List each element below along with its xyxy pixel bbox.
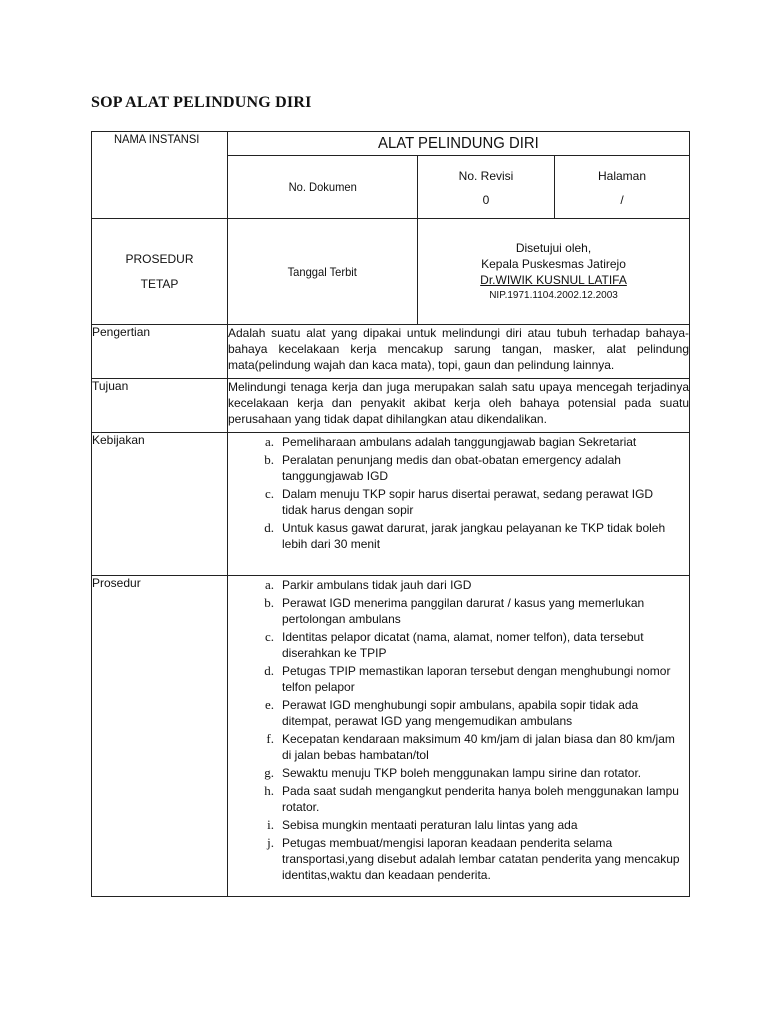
list-marker: d. bbox=[264, 663, 274, 678]
list-marker: c. bbox=[264, 486, 274, 501]
list-item-text: Peralatan penunjang medis dan obat-obatan emergency adalah tanggungjawab IGD bbox=[282, 453, 621, 483]
halaman-cell bbox=[555, 156, 690, 219]
no-dokumen-cell bbox=[228, 156, 418, 219]
prosedur-content bbox=[228, 576, 690, 897]
main-title-cell bbox=[228, 132, 690, 156]
kebijakan-item bbox=[228, 434, 681, 450]
pengertian-label: Pengertian bbox=[92, 325, 151, 339]
list-item-text: Pemeliharaan ambulans adalah tanggungjawab bagian Sekretariat bbox=[282, 435, 637, 449]
no-dokumen-label: No. Dokumen bbox=[288, 180, 357, 194]
list-marker: f. bbox=[266, 731, 274, 746]
prosedur-tetap-cell bbox=[92, 219, 228, 325]
list-item-text: Untuk kasus gawat darurat, jarak jangkau pelayanan ke TKP tidak boleh lebih dari 30 menit bbox=[282, 521, 666, 551]
list-marker: e. bbox=[264, 697, 274, 712]
list-marker: c. bbox=[264, 629, 274, 644]
kebijakan-label-cell bbox=[92, 433, 228, 576]
list-marker: i. bbox=[267, 817, 274, 832]
prosedur-tetap-line-1: PROSEDUR bbox=[125, 251, 194, 266]
kebijakan-list bbox=[228, 434, 689, 552]
list-marker: b. bbox=[264, 452, 274, 467]
approval-cell bbox=[418, 219, 690, 325]
list-item-text: Sebisa mungkin mentaati peraturan lalu lintas yang ada bbox=[282, 818, 578, 832]
list-marker: b. bbox=[264, 595, 274, 610]
disetujui-label: Disetujui oleh, bbox=[515, 240, 592, 255]
pengertian-label-cell bbox=[92, 325, 228, 379]
list-item-text: Parkir ambulans tidak jauh dari IGD bbox=[282, 578, 472, 592]
kebijakan-item bbox=[228, 486, 681, 518]
tujuan-label-cell bbox=[92, 379, 228, 433]
prosedur-item bbox=[228, 731, 681, 763]
list-item-text: Identitas pelapor dicatat (nama, alamat, nomer telfon), data tersebut diserahkan ke TPIP bbox=[282, 630, 644, 660]
prosedur-list bbox=[228, 577, 689, 883]
prosedur-item bbox=[228, 765, 681, 781]
prosedur-label: Prosedur bbox=[92, 576, 141, 590]
kebijakan-item bbox=[228, 452, 681, 484]
nip-number: NIP.1971.1104.2002.12.2003 bbox=[489, 289, 618, 301]
tanggal-terbit-cell bbox=[228, 219, 418, 325]
sop-table bbox=[91, 131, 690, 897]
prosedur-item bbox=[228, 835, 681, 883]
no-revisi-value: 0 bbox=[482, 193, 490, 207]
prosedur-item bbox=[228, 697, 681, 729]
list-item-text: Sewaktu menuju TKP boleh menggunakan lampu sirine dan rotator. bbox=[282, 766, 642, 780]
main-title: ALAT PELINDUNG DIRI bbox=[378, 134, 539, 152]
list-item-text: Petugas membuat/mengisi laporan keadaan penderita selama transportasi,yang disebut adalah lembar catatan penderita yang mencakup identitas,waktu dan keadaan penderita. bbox=[282, 836, 680, 882]
tujuan-label: Tujuan bbox=[92, 379, 129, 393]
no-revisi-cell bbox=[418, 156, 555, 219]
no-revisi-label: No. Revisi bbox=[458, 169, 514, 183]
prosedur-item bbox=[228, 577, 681, 593]
pengertian-text: Adalah suatu alat yang dipakai untuk melindungi diri atau tubuh terhadap bahaya-bahaya kecelakaan kerja mencakup sarung tangan, masker, alat pelindung mata(pelindung wajah dan kaca mata), topi, gaun dan pelindung lainnya. bbox=[228, 325, 690, 379]
list-item-text: Kecepatan kendaraan maksimum 40 km/jam di jalan biasa dan 80 km/jam di jalan bebas hambatan/tol bbox=[282, 732, 675, 762]
prosedur-item bbox=[228, 817, 681, 833]
list-marker: a. bbox=[264, 434, 274, 449]
doctor-name: Dr.WIWIK KUSNUL LATIFA bbox=[480, 272, 627, 287]
nama-instansi-label: NAMA INSTANSI bbox=[113, 132, 199, 146]
halaman-value: / bbox=[620, 193, 624, 207]
list-item-text: Perawat IGD menghubungi sopir ambulans, apabila sopir tidak ada ditempat, perawat IGD yang mengemudikan ambulans bbox=[282, 698, 639, 728]
kebijakan-label: Kebijakan bbox=[92, 433, 145, 447]
prosedur-item bbox=[228, 663, 681, 695]
prosedur-item bbox=[228, 595, 681, 627]
tanggal-terbit-label: Tanggal Terbit bbox=[287, 264, 358, 279]
list-item-text: Perawat IGD menerima panggilan darurat / kasus yang memerlukan pertolongan ambulans bbox=[282, 596, 645, 626]
kepala-puskesmas-label: Kepala Puskesmas Jatirejo bbox=[481, 256, 626, 271]
halaman-label: Halaman bbox=[597, 169, 647, 183]
prosedur-item bbox=[228, 629, 681, 661]
document-title: SOP ALAT PELINDUNG DIRI bbox=[91, 94, 312, 111]
kebijakan-item bbox=[228, 520, 681, 552]
list-marker: h. bbox=[264, 783, 274, 798]
list-marker: a. bbox=[264, 577, 274, 592]
list-marker: g. bbox=[264, 765, 274, 780]
list-marker: j. bbox=[267, 835, 274, 850]
tujuan-text: Melindungi tenaga kerja dan juga merupakan salah satu upaya mencegah terjadinya kecelakaan kerja dan penyakit akibat kerja oleh bahaya potensial pada suatu perusahaan yang tidak dapat dihilangkan atau dikendalikan. bbox=[228, 379, 690, 433]
list-item-text: Petugas TPIP memastikan laporan tersebut dengan menghubungi nomor telfon pelapor bbox=[282, 664, 671, 694]
prosedur-item bbox=[228, 783, 681, 815]
prosedur-tetap-line-2: TETAP bbox=[140, 276, 179, 291]
list-item-text: Dalam menuju TKP sopir harus disertai perawat, sedang perawat IGD tidak harus dengan sopir bbox=[282, 487, 654, 517]
list-marker: d. bbox=[264, 520, 274, 535]
list-item-text: Pada saat sudah mengangkut penderita hanya boleh menggunakan lampu rotator. bbox=[282, 784, 679, 814]
kebijakan-content bbox=[228, 433, 690, 576]
nama-instansi-cell bbox=[92, 132, 228, 219]
prosedur-label-cell bbox=[92, 576, 228, 897]
